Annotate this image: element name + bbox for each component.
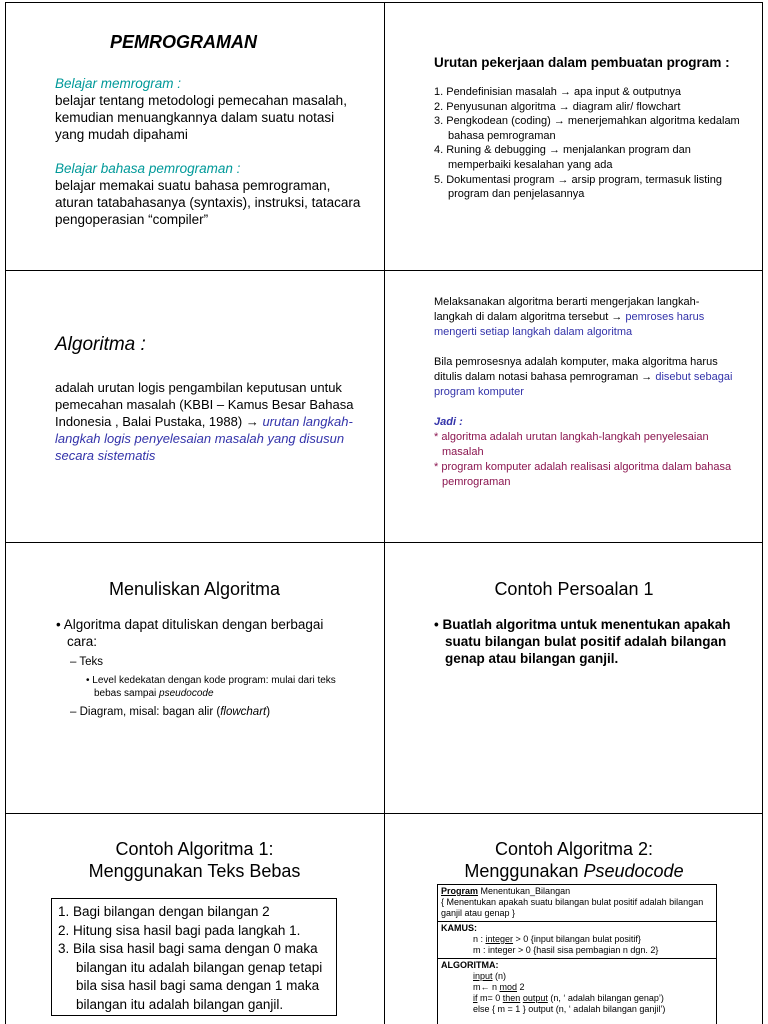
slide6-list (434, 616, 734, 667)
algo-text: (n) (492, 971, 507, 981)
slide2-item: 5. Dokumentasi program → arsip program, termasuk listing program dan penjelasannya (434, 173, 722, 201)
slide3-body (55, 379, 355, 464)
algo-keyword: input (473, 971, 493, 981)
slide2-item: 1. Pendefinisian masalah → apa input & outputnya (434, 86, 682, 98)
slide8-title-line2 (385, 860, 763, 882)
pseudocode-box (437, 884, 717, 1024)
slide7-title (5, 838, 384, 882)
program-comment: { Menentukan apakah suatu bilangan bulat positif adalah bilangan ganjil atau genap } (441, 897, 704, 918)
slide4-body (434, 295, 734, 490)
slide5-bullet-text: Algoritma dapat dituliskan dengan berbagai cara: (63, 617, 324, 649)
slide4-highlight-2: disebut sebagai program komputer (434, 371, 733, 398)
slide6-bullet (434, 616, 734, 667)
slide7-step: 1. Bagi bilangan dengan bilangan 2 (58, 904, 270, 919)
slide7-title-line2: Menggunakan Teks Bebas (88, 861, 301, 881)
slide1-subtitle-1: Belajar memrogram : (55, 76, 182, 91)
slide1-body (55, 75, 365, 228)
program-name: Menentukan_Bilangan (478, 886, 571, 896)
algo-keyword: output (522, 993, 548, 1003)
arrow-icon: → (611, 311, 623, 323)
slide4-jadi-label: Jadi : (434, 416, 463, 428)
algo-text: m= 0 (477, 993, 503, 1003)
slide6-title: Contoh Persoalan 1 (494, 579, 654, 599)
slide5-list (56, 616, 356, 721)
bullet-icon: • (86, 675, 90, 686)
slide2-body (434, 54, 754, 202)
program-keyword: Program (441, 886, 479, 896)
slide5-dash-item: – Teks (70, 656, 104, 668)
pseudocode-algoritma (438, 959, 716, 1017)
row-divider (5, 270, 763, 271)
row-divider (5, 542, 763, 543)
slide4-highlight-1: pemroses harus mengerti setiap langkah dalam algoritma (434, 311, 705, 338)
algo-keyword: if (473, 993, 478, 1003)
kamus-type: integer (485, 934, 514, 944)
kamus-label: KAMUS: (441, 923, 477, 933)
kamus-var: n : (473, 934, 486, 944)
slide3-highlight: urutan langkah-langkah logis penyelesaian masalah yang disusun secara sistematis (55, 414, 353, 463)
algo-line (473, 971, 713, 982)
algo-text: (n, ‘ adalah bilangan genap’) (547, 993, 664, 1003)
pseudocode-kamus (438, 922, 716, 959)
slide5-title: Menuliskan Algoritma (108, 579, 281, 599)
slide7-step: 3. Bila sisa hasil bagi sama dengan 0 maka bilangan itu adalah bilangan genap tetapi bila sisa hasil bagi sama dengan 1 maka bilangan itu adalah bilangan ganjil. (58, 941, 323, 1012)
program-line (441, 886, 713, 897)
slide5-sub-italic: pseudocode (159, 688, 214, 699)
kamus-line (473, 934, 713, 945)
algoritma-label: ALGORITMA: (441, 960, 499, 970)
slide5-dash-text: – Diagram, misal: bagan alir ( (70, 706, 221, 718)
algo-line (473, 993, 713, 1004)
slide8-title (385, 838, 763, 882)
slide4-point: * program komputer adalah realisasi algoritma dalam bahasa pemrograman (434, 461, 732, 488)
slide5-dash-item (70, 704, 356, 721)
row-divider (5, 813, 763, 814)
slide6-bullet-text: Buatlah algoritma untuk menentukan apakah suatu bilangan bulat positif adalah bilangan genap atau bilangan ganjil. (442, 617, 731, 666)
slide2-item: 3. Pengkodean (coding) → menerjemahkan algoritma kedalam bahasa pemrograman (434, 115, 740, 142)
algo-line: else { m = 1 } output (n, ‘ adalah bilangan ganjil’) (473, 1004, 666, 1014)
slide7-steps-box (51, 898, 337, 1016)
algo-keyword: then (502, 993, 521, 1003)
algo-text: m← n (473, 982, 500, 992)
slide1-paragraph-1: belajar tentang metodologi pemecahan masalah, kemudian menuangkannya dalam suatu notasi yang mudah dipahami (55, 93, 347, 142)
slide4-point: * algoritma adalah urutan langkah-langkah penyelesaian masalah (434, 431, 709, 458)
slide1-title: PEMROGRAMAN (110, 32, 257, 52)
kamus-line: m : integer > 0 {hasil sisa pembagian n dgn. 2} (473, 945, 659, 955)
slide1-subtitle-2: Belajar bahasa pemrograman : (55, 161, 241, 176)
slide4-paragraph-1 (434, 295, 734, 340)
arrow-icon: → (641, 371, 653, 383)
slide2-item: 4. Runing & debugging → menjalankan program dan memperbaiki kesalahan yang ada (434, 144, 691, 171)
slide2-heading: Urutan pekerjaan dalam pembuatan program : (434, 55, 730, 70)
algo-text: 2 (517, 982, 525, 992)
slide8-title-italic: Pseudocode (583, 861, 684, 881)
algo-line (473, 982, 713, 993)
slide1-paragraph-2: belajar memakai suatu bahasa pemrograman, aturan tatabahasanya (syntaxis), instruksi, tatacara pengoperasian “compiler” (55, 178, 361, 227)
slide5-dash-italic: flowchart (220, 706, 267, 718)
slide8-title-text: Menggunakan (464, 861, 584, 881)
slide5-bullet (56, 616, 356, 650)
slide3-title: Algoritma : (55, 334, 146, 355)
slide4-text-2: Bila pemrosesnya adalah komputer, maka algoritma harus ditulis dalam notasi bahasa pemrograman (434, 356, 718, 383)
slide5-sub-bullet (86, 674, 356, 700)
algo-keyword: mod (499, 982, 518, 992)
slide7-step: 2. Hitung sisa hasil bagi pada langkah 1. (58, 922, 301, 938)
slide7-title-line1: Contoh Algoritma 1: (115, 839, 274, 859)
kamus-desc: > 0 {input bilangan bulat positif} (513, 934, 641, 944)
bullet-icon: • (434, 617, 439, 632)
slide5-dash-end: ) (266, 706, 271, 718)
arrow-icon: → (245, 414, 259, 429)
slide5-sub-text: Level kedekatan dengan kode program: mulai dari teks bebas sampai (92, 675, 336, 699)
pseudocode-header (438, 885, 716, 922)
slide4-text-1: Melaksanakan algoritma berarti mengerjakan langkah-langkah di dalam algoritma tersebut (434, 296, 700, 323)
bullet-icon: • (56, 617, 61, 632)
slide4-paragraph-2 (434, 355, 734, 400)
slide2-item: 2. Penyusunan algoritma → diagram alir/ flowchart (434, 100, 681, 113)
slide3-definition: adalah urutan logis pengambilan keputusan untuk pemecahan masalah (KBBI – Kamus Besar Bahasa Indonesia , Balai Pustaka, 1988) (55, 380, 354, 429)
slide8-title-line1: Contoh Algoritma 2: (494, 839, 654, 859)
